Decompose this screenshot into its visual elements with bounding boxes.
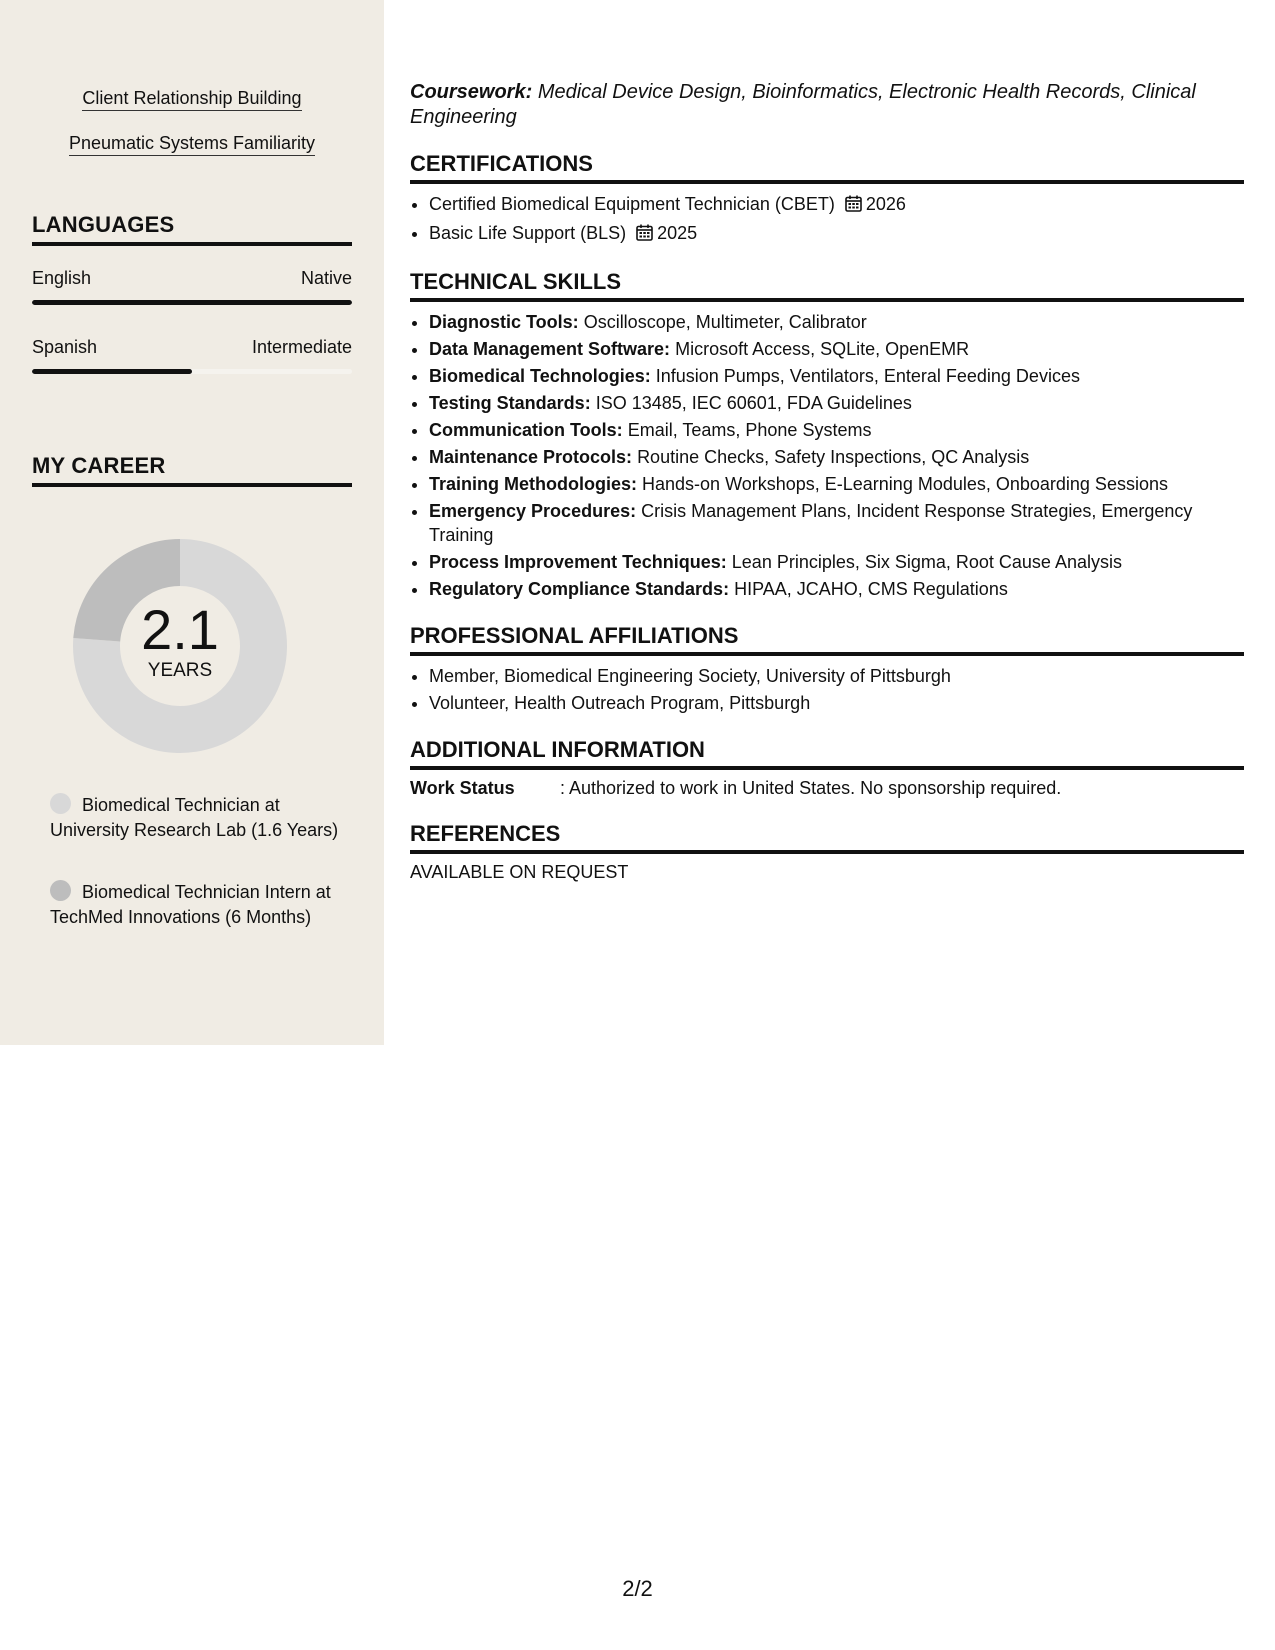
list-item: • Training Methodologies: Hands-on Workshops, E-Learning Modules, Onboarding Sessions [429, 472, 1244, 496]
coursework [410, 80, 1244, 129]
language-bar-fill [32, 300, 352, 305]
sidebar [0, 0, 384, 1045]
languages-heading: LANGUAGES [32, 212, 352, 246]
career-total-unit: YEARS [147, 660, 213, 681]
certifications-heading: CERTIFICATIONS [410, 151, 1244, 184]
list-item: • Emergency Procedures: Crisis Management Plans, Incident Response Strategies, Emergency Training [429, 499, 1244, 547]
list-item: • Basic Life Support (BLS) 2025 [429, 221, 1244, 247]
additional-info-heading: ADDITIONAL INFORMATION [410, 737, 1244, 770]
career-item: Biomedical Technician at University Research Lab (1.6 Years) [50, 795, 339, 840]
coursework-text: Medical Device Design, Bioinformatics, Electronic Health Records, Clinical Engineering [410, 81, 1196, 128]
certifications-list [410, 192, 1244, 247]
language-level: Intermediate [251, 337, 352, 357]
technical-skills-heading: TECHNICAL SKILLS [410, 269, 1244, 302]
legend-dot [50, 793, 71, 814]
list-item: • Member, Biomedical Engineering Society, University of Pittsburgh [429, 664, 1244, 688]
career-heading: MY CAREER [32, 453, 352, 487]
list-item: • Volunteer, Health Outreach Program, Pittsburgh [429, 691, 1244, 715]
career-item: Biomedical Technician Intern at TechMed Innovations (6 Months) [50, 882, 331, 927]
language-name: English [32, 268, 92, 288]
language-name: Spanish [32, 337, 98, 357]
page-number: 2/2 [622, 1576, 653, 1601]
career-total [66, 600, 294, 682]
legend-dot [50, 880, 71, 901]
language-bar-fill [32, 369, 192, 374]
list-item: • Regulatory Compliance Standards: HIPAA, JCAHO, CMS Regulations [429, 577, 1244, 601]
list-item: • Process Improvement Techniques: Lean Principles, Six Sigma, Root Cause Analysis [429, 550, 1244, 574]
list-item: • Testing Standards: ISO 13485, IEC 60601, FDA Guidelines [429, 391, 1244, 415]
list-item: • Biomedical Technologies: Infusion Pumps, Ventilators, Enteral Feeding Devices [429, 364, 1244, 388]
calendar-icon [636, 223, 653, 247]
list-item: • Maintenance Protocols: Routine Checks, Safety Inspections, QC Analysis [429, 445, 1244, 469]
list-item: • Data Management Software: Microsoft Access, SQLite, OpenEMR [429, 337, 1244, 361]
list-item: • Communication Tools: Email, Teams, Phone Systems [429, 418, 1244, 442]
main-content [410, 80, 1244, 883]
language-bar-english [32, 300, 352, 305]
affiliations-heading: PROFESSIONAL AFFILIATIONS [410, 623, 1244, 656]
career-total-value: 2.1 [141, 598, 219, 661]
skill-tag: Pneumatic Systems Familiarity [0, 133, 384, 154]
language-row-spanish [32, 337, 352, 358]
coursework-label: Coursework: [410, 81, 533, 103]
work-status-label: Work Status [410, 778, 515, 798]
references-heading: REFERENCES [410, 821, 1244, 854]
list-item: • Certified Biomedical Equipment Technician (CBET) 2026 [429, 192, 1244, 218]
skill-tag: Client Relationship Building [0, 88, 384, 109]
technical-skills-list [410, 310, 1244, 601]
work-status-row [410, 778, 1244, 799]
language-row-english [32, 268, 352, 289]
language-bar-spanish [32, 369, 352, 374]
references-text: AVAILABLE ON REQUEST [410, 862, 629, 882]
list-item: • Diagnostic Tools: Oscilloscope, Multimeter, Calibrator [429, 310, 1244, 334]
work-status-value: : Authorized to work in United States. No sponsorship required. [560, 778, 1062, 798]
language-level: Native [300, 268, 352, 288]
calendar-icon [845, 194, 862, 218]
affiliations-list [410, 664, 1244, 715]
